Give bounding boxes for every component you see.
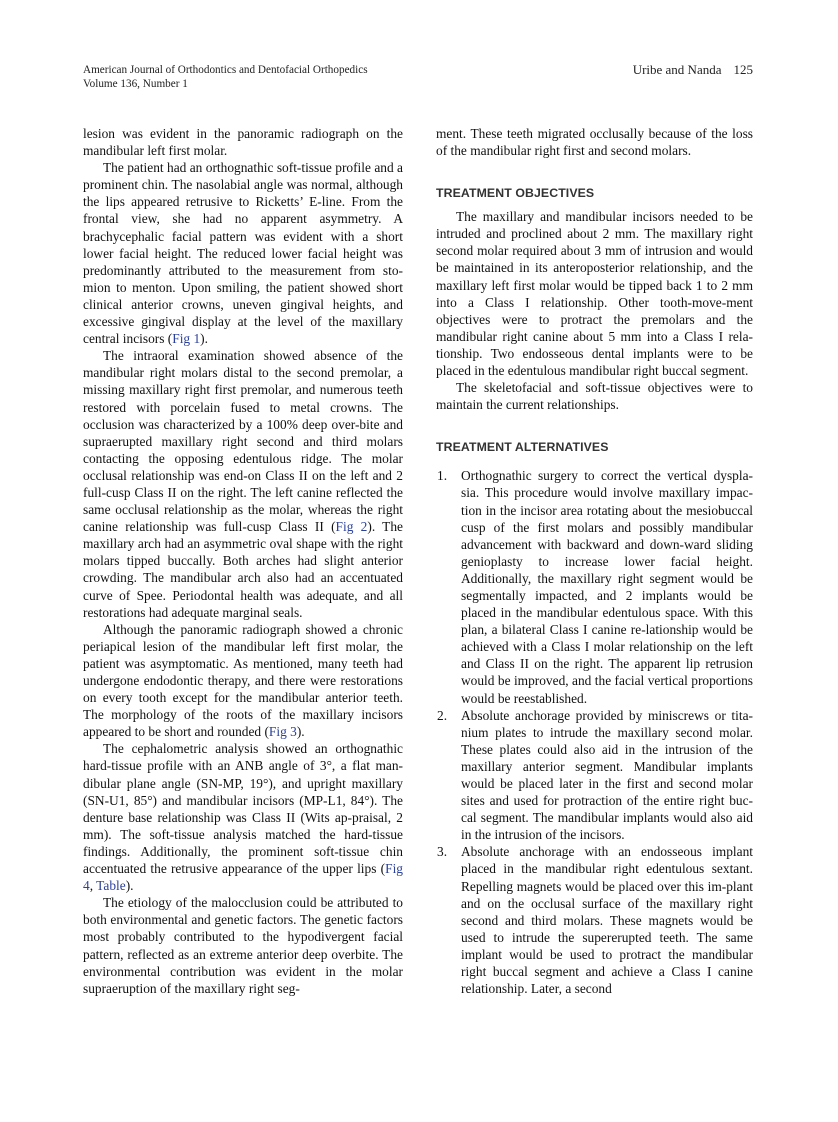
journal-volume: Volume 136, Number 1 (83, 78, 188, 90)
paragraph-text: The cephalometric analysis showed an orthognathic hard-tissue profile with an ANB angle of 3°, a flat man-dibular plane angle (SN-MP, 19°), and upright maxillary (SN-U1, 85°) and mandibular incisors (MP-L1, 84°). The denture base relationship was Class II (Wits ap-praisal, 2 mm). The soft-tissue analysis matched the hard-tissue findings. Additionally, the prominent soft-tissue chin accentuated the retrusive appearance of the upper lips ( (83, 741, 403, 877)
list-item (436, 467, 753, 706)
list-number: 1. (437, 468, 448, 484)
paragraph (83, 347, 403, 621)
journal-title: American Journal of Orthodontics and Dentofacial Orthopedics (83, 64, 368, 76)
paragraph-text: The intraoral examination showed absence of the mandibular right molars distal to the second premolar, a missing maxillary right first premolar, and numerous teeth restored with porcelain fused to metal crowns. The occlusion was characterized by a 100% deep over-bite and supraerupted maxillary right second and third molars contacting the opposing edentulous ridge. The molar occlusal relationship was end-on Class II on the left and 2 full-cusp Class II on the right. The left canine reflected the same occlusal relationship as the molar, whereas the right canine relationship was full-cusp Class II ( (83, 348, 403, 535)
list-item-text: Absolute anchorage provided by miniscrews or tita-nium plates to intrude the maxillary second molar. These plates could also aid in the intrusion of the maxillary anterior segment. Mandibular implants would be placed later in the first and second molar sites and used for protraction of the entire right buc-cal segment. The mandibular implants would also aid in the intrusion of the incisors. (461, 707, 753, 843)
paragraph-text: Although the panoramic radiograph showed a chronic periapical lesion of the mandibular left first molar, the patient was asymptomatic. As mentioned, many teeth had undergone endodontic therapy, and there were restorations on every tooth except for the mandibular anterior teeth. The morphology of the roots of the maxillary incisors appeared to be short and rounded ( (83, 621, 403, 740)
list-item (436, 843, 753, 997)
paragraph (83, 621, 403, 741)
right-column (436, 125, 753, 997)
paragraph: The skeletofacial and soft-tissue objectives were to maintain the current relationships. (436, 380, 753, 413)
figure-link-fig2[interactable]: Fig 2 (335, 519, 368, 535)
list-item (436, 707, 753, 844)
paragraph: ment. These teeth migrated occlusally because of the loss of the mandibular right first and second molars. (436, 126, 753, 159)
paragraph: The etiology of the malocclusion could be attributed to both environmental and genetic factors. The genetic factors most probably contributed to the hypodivergent facial pattern, reflected as an extreme anterior deep overbite. The environmental contribution was evident in the molar supraeruption of the maxillary right seg- (83, 895, 403, 996)
paragraph-text: ). (296, 724, 305, 740)
paragraph-text: , (89, 878, 97, 894)
treatment-alternatives-list (436, 467, 753, 997)
journal-info (83, 63, 368, 91)
list-item-text: Orthognathic surgery to correct the vertical dyspla-sia. This procedure would involve maxillary impac-tion in the incisor area rotating about the mesiobuccal cusp of the first molars and possibly mandibular advancement with backward and down-ward sliding genioplasty to increase lower facial height. Additionally, the maxillary right segment would be segmentally impacted, and 2 implants would be placed in the mandibular edentulous space. With this plan, a bilateral Class I canine re-lationship would be achieved with a Class I molar relationship on the left and Class II on the right. The apparent lip retrusion would be improved, and the facial vertical proportions would be reestablished. (461, 468, 753, 706)
running-authors: Uribe and Nanda (632, 62, 722, 77)
paragraph-text: ). (125, 878, 134, 894)
list-number: 3. (437, 844, 448, 860)
paragraph-text: The patient had an orthognathic soft-tissue profile and a prominent chin. The nasolabial angle was normal, although the lips appeared retrusive to Ricketts’ E-line. From the frontal view, she had no apparent asymmetry. A brachycephalic facial pattern was evident with a short lower facial height. The reduced lower facial height was predominantly attributed to the measurement from sto-mion to menton. Upon smiling, the patient showed short clinical anterior crowns, uneven gingival heights, and excessive gingival display at the level of the maxillary central incisors ( (83, 160, 403, 347)
paragraph-text: ). The maxillary arch had an asymmetric oval shape with the right molars tipped buccally. Both arches had slight anterior crowding. The mandibular arch also had an accentuated curve of Spee. Periodontal health was adequate, and all restorations had adequate marginal seals. (83, 519, 404, 620)
list-number: 2. (437, 707, 448, 723)
figure-link-fig4[interactable]: Fig 4 (83, 861, 403, 894)
list-item-text: Absolute anchorage with an endosseous implant placed in the mandibular right edentulous sextant. Repelling magnets would be placed over this im-plant and on the occlusal surface of the maxillary right second and third molars. These magnets would be used to intrude the supererupted teeth. The same implant would be used to protract the mandibular right buccal segment and achieve a Class I canine relationship. Later, a second (461, 844, 753, 997)
paragraph: lesion was evident in the panoramic radiograph on the mandibular left first molar. (83, 126, 403, 159)
section-heading-treatment-objectives: TREATMENT OBJECTIVES (436, 186, 595, 201)
figure-link-fig3[interactable]: Fig 3 (268, 724, 297, 740)
page-number: 125 (733, 62, 753, 77)
paragraph (83, 159, 403, 347)
figure-link-fig1[interactable]: Fig 1 (172, 331, 201, 347)
paragraph-text: ). (200, 331, 208, 347)
paragraph (83, 740, 403, 894)
paragraph: The maxillary and mandibular incisors needed to be intruded and proclined about 2 mm. The maxillary right second molar required about 3 mm of intrusion and would be maintained in its anteroposterior relationship, and the maxillary left first molar would be tipped back 1 to 2 mm into a Class I relationship. Other tooth-move-ment objectives were to protract the premolars and the mandibular right canine about 5 mm into a Class I rela-tionship. Two endosseous dental implants were to be placed in the edentulous mandibular right buccal segment. (436, 209, 753, 379)
table-link[interactable]: Table (96, 878, 126, 894)
left-column (83, 125, 403, 997)
section-heading-treatment-alternatives: TREATMENT ALTERNATIVES (436, 440, 609, 455)
author-page-info (633, 63, 753, 77)
